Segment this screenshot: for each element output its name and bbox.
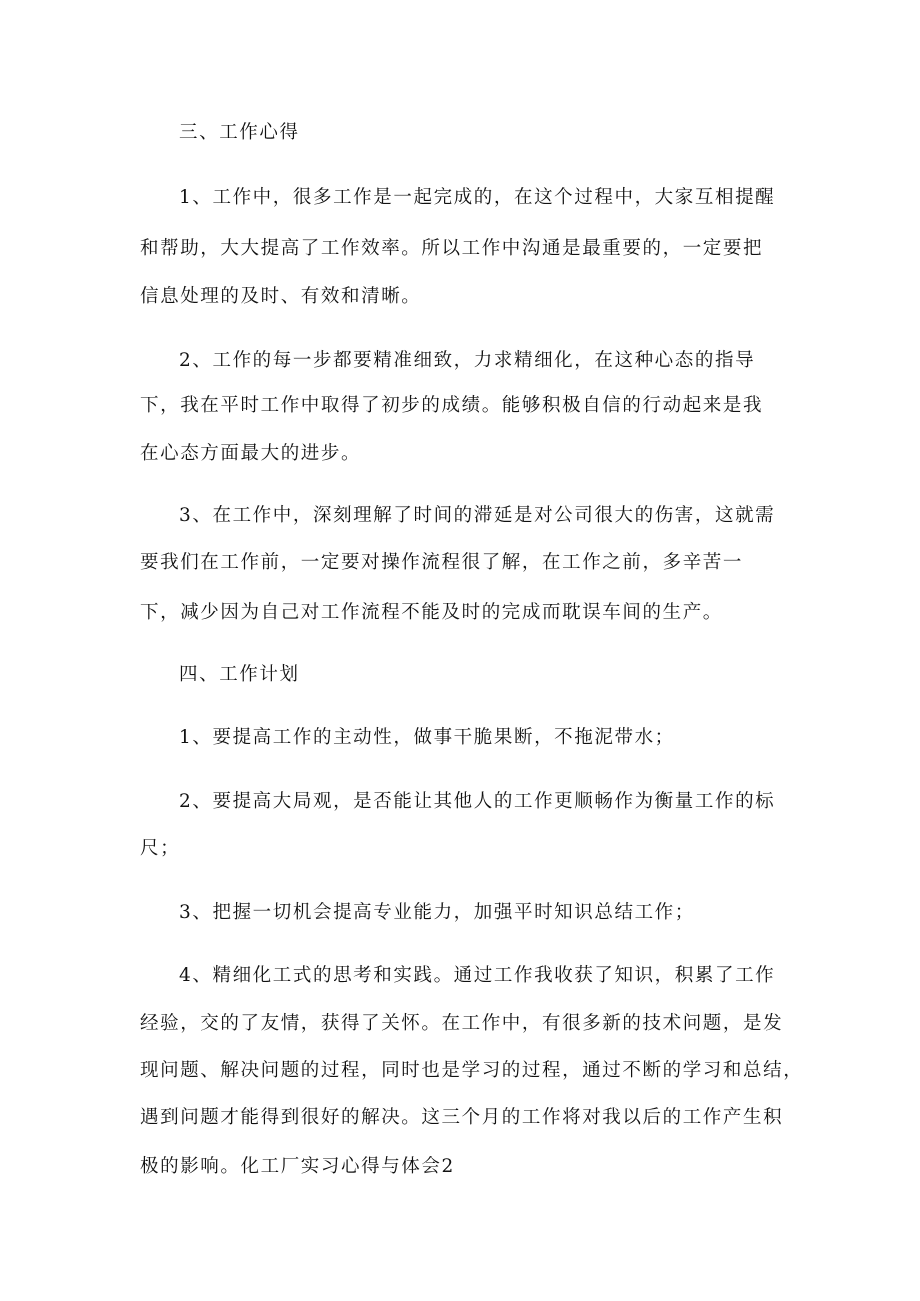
paragraph-line: 2、要提高大局观，是否能让其他人的工作更顺畅作为衡量工作的标 xyxy=(179,791,776,812)
paragraph-line: 遇到问题才能得到很好的解决。这三个月的工作将对我以后的工作产生积 xyxy=(140,1107,784,1128)
paragraph-line: 现问题、解决问题的过程，同时也是学习的过程，通过不断的学习和总结， xyxy=(140,1060,804,1081)
section-heading-work-plan: 四、工作计划 xyxy=(179,664,300,685)
paragraph-line: 1、要提高工作的主动性，做事干脆果断，不拖泥带水； xyxy=(179,727,675,748)
section-heading-work-insights: 三、工作心得 xyxy=(179,122,300,143)
paragraph-line: 3、把握一切机会提高专业能力，加强平时知识总结工作； xyxy=(179,902,695,923)
paragraph-line: 要我们在工作前，一定要对操作流程很了解，在工作之前，多辛苦一 xyxy=(140,552,744,573)
paragraph-line: 和帮助，大大提高了工作效率。所以工作中沟通是最重要的，一定要把 xyxy=(140,238,764,259)
paragraph-line: 2、工作的每一步都要精准细致，力求精细化，在这种心态的指导 xyxy=(179,350,756,371)
paragraph-line: 下，我在平时工作中取得了初步的成绩。能够积极自信的行动起来是我 xyxy=(140,395,764,416)
paragraph-line: 尺； xyxy=(140,838,181,859)
paragraph-line: 极的影响。化工厂实习心得与体会2 xyxy=(140,1156,455,1177)
paragraph-line: 在心态方面最大的进步。 xyxy=(140,443,362,464)
paragraph-line: 下，减少因为自己对工作流程不能及时的完成而耽误车间的生产。 xyxy=(140,602,723,623)
paragraph-line: 经验，交的了友情，获得了关怀。在工作中，有很多新的技术问题，是发 xyxy=(140,1013,784,1034)
paragraph-line: 信息处理的及时、有效和清晰。 xyxy=(140,286,422,307)
paragraph-line: 4、精细化工式的思考和实践。通过工作我收获了知识，积累了工作 xyxy=(179,965,776,986)
paragraph-line: 3、在工作中，深刻理解了时间的滞延是对公司很大的伤害，这就需 xyxy=(179,505,776,526)
paragraph-line: 1、工作中，很多工作是一起完成的，在这个过程中，大家互相提醒 xyxy=(179,187,776,208)
